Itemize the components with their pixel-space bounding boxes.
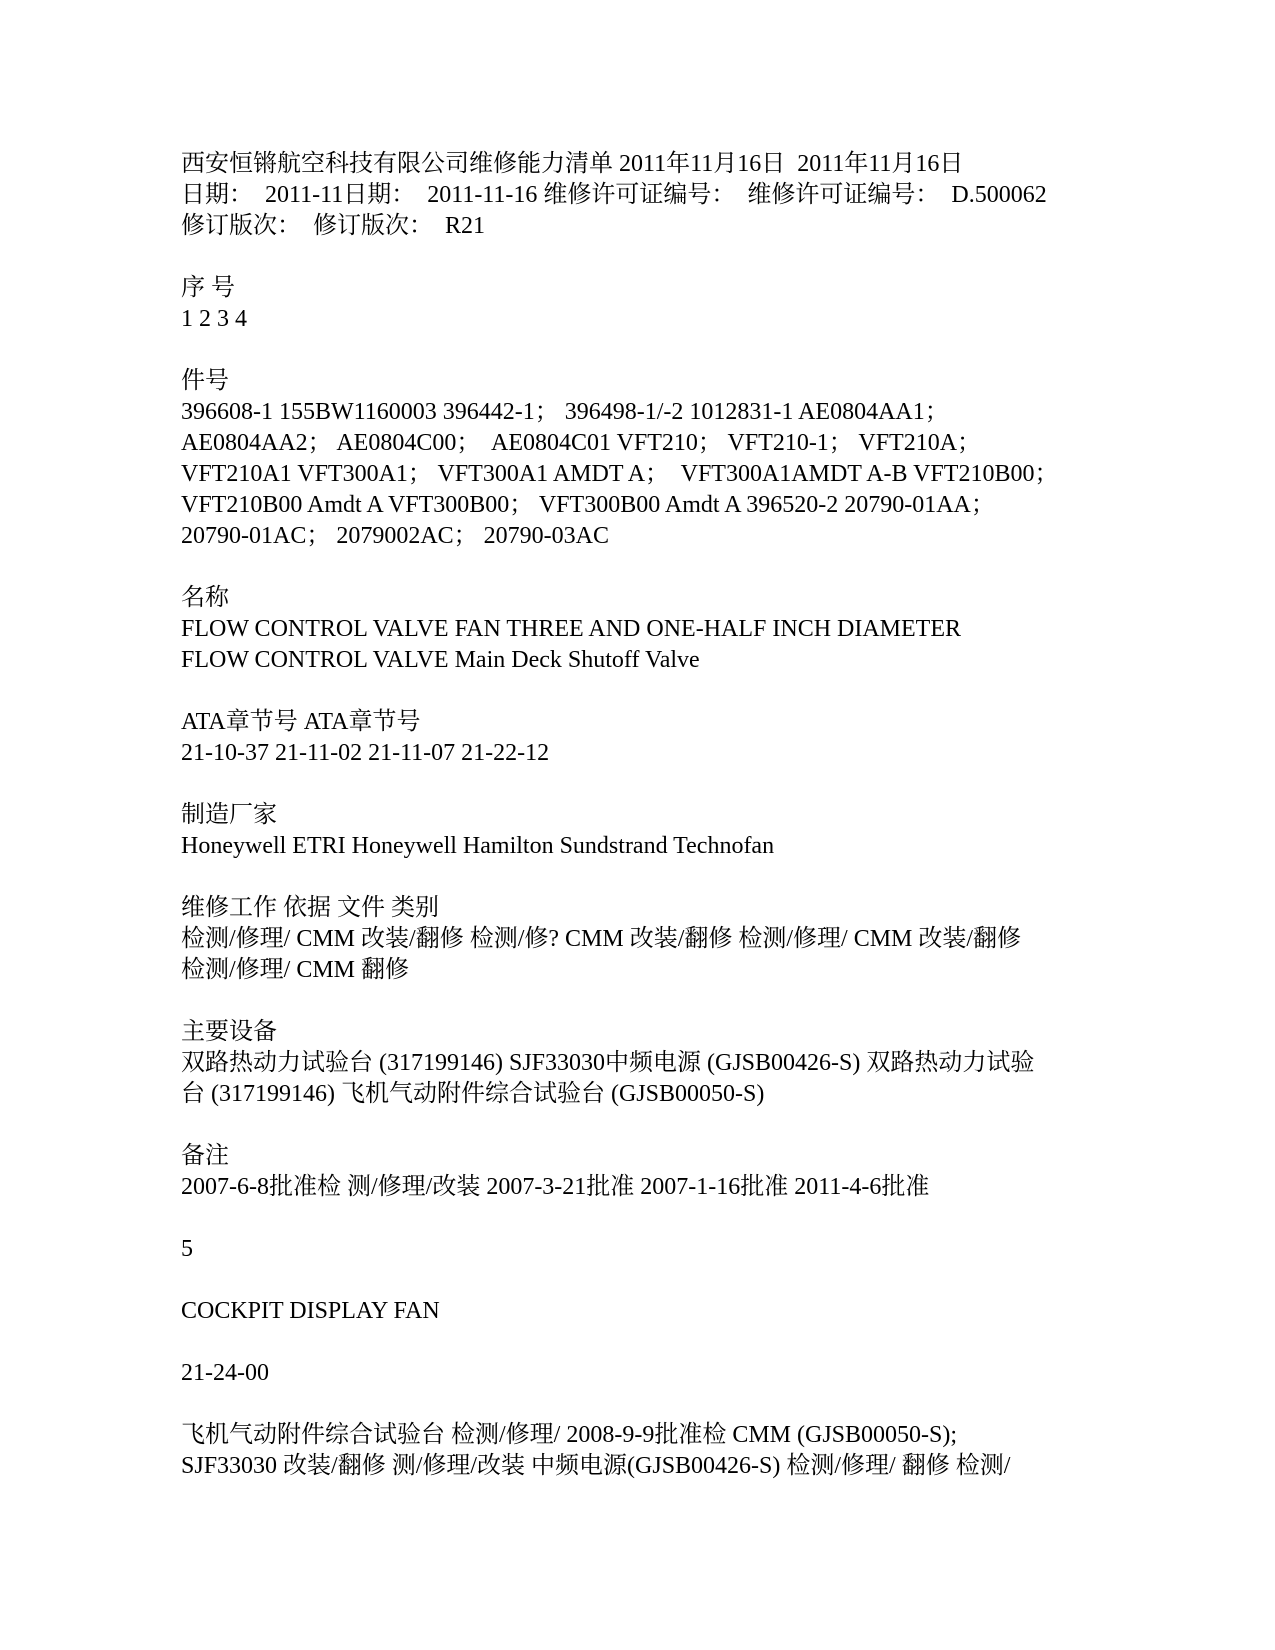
blank-line: [181, 1265, 1121, 1296]
item-ata-chapter-line: 21-24-00: [181, 1360, 269, 1386]
serial-number-line: 1 2 3 4: [181, 306, 247, 332]
blank-line: [181, 676, 1121, 707]
blank-line: [181, 1389, 1121, 1420]
part-number-line: VFT210A1 VFT300A1； VFT300A1 AMDT A； VFT300A1AMDT A-B VFT210B00；: [181, 461, 1059, 487]
blank-line: [181, 242, 1121, 273]
ata-chapter-line: 21-10-37 21-11-02 21-11-07 21-22-12: [181, 740, 550, 766]
serial-number-line: 序 号: [181, 275, 235, 301]
blank-line: [181, 1327, 1121, 1358]
maintenance-work-line: 检测/修理/ CMM 改装/翻修 检测/修? CMM 改装/翻修 检测/修理/ CMM 改装/翻修: [181, 926, 1022, 952]
part-number-line: AE0804AA2； AE0804C00； AE0804C01 VFT210； VFT210-1； VFT210A；: [181, 430, 982, 456]
blank-line: [181, 552, 1121, 583]
ata-chapter-line: ATA章节号 ATA章节号: [181, 709, 421, 735]
maintenance-work-line: 检测/修理/ CMM 翻修: [181, 957, 410, 983]
blank-line: [181, 769, 1121, 800]
item-details-line: 飞机气动附件综合试验台 检测/修理/ 2008-9-9批准检 CMM (GJSB00050-S);: [181, 1422, 958, 1448]
header-line: 修订版次： 修订版次： R21: [181, 213, 486, 239]
manufacturer-line: 制造厂家: [181, 802, 277, 828]
maintenance-work-line: 维修工作 依据 文件 类别: [181, 895, 439, 921]
blank-line: [181, 862, 1121, 893]
manufacturer-line: Honeywell ETRI Honeywell Hamilton Sundstrand Technofan: [181, 833, 775, 859]
main-equipment-line: 双路热动力试验台 (317199146) SJF33030中频电源 (GJSB00426-S) 双路热动力试验: [181, 1050, 1035, 1076]
remarks-line: 2007-6-8批准检 测/修理/改装 2007-3-21批准 2007-1-16批准 2011-4-6批准: [181, 1174, 930, 1200]
blank-line: [181, 1110, 1121, 1141]
part-number-line: 396608-1 155BW1160003 396442-1； 396498-1/-2 1012831-1 AE0804AA1；: [181, 399, 949, 425]
blank-line: [181, 335, 1121, 366]
blank-line: [181, 1203, 1121, 1234]
main-equipment-line: 主要设备: [181, 1019, 277, 1045]
blank-line: [181, 986, 1121, 1017]
header-line: 西安恒锵航空科技有限公司维修能力清单 2011年11月16日 2011年11月16日: [181, 151, 964, 177]
part-number-line: 件号: [181, 368, 229, 394]
remarks-line: 备注: [181, 1143, 229, 1169]
item-details-line: SJF33030 改装/翻修 测/修理/改装 中频电源(GJSB00426-S) 检测/修理/ 翻修 检测/: [181, 1453, 1011, 1479]
main-equipment-line: 台 (317199146) 飞机气动附件综合试验台 (GJSB00050-S): [181, 1081, 765, 1107]
part-name-line: FLOW CONTROL VALVE FAN THREE AND ONE-HALF INCH DIAMETER: [181, 616, 962, 642]
part-name-line: 名称: [181, 585, 229, 611]
document-text-block: [181, 149, 1121, 1482]
item-name-line: COCKPIT DISPLAY FAN: [181, 1298, 440, 1324]
header-line: 日期： 2011-11日期： 2011-11-16 维修许可证编号： 维修许可证编号： D.500062: [181, 182, 1047, 208]
part-number-line: 20790-01AC； 2079002AC； 20790-03AC: [181, 523, 610, 549]
item-number-line: 5: [181, 1236, 193, 1262]
part-name-line: FLOW CONTROL VALVE Main Deck Shutoff Valve: [181, 647, 700, 673]
part-number-line: VFT210B00 Amdt A VFT300B00； VFT300B00 Amdt A 396520-2 20790-01AA；: [181, 492, 995, 518]
